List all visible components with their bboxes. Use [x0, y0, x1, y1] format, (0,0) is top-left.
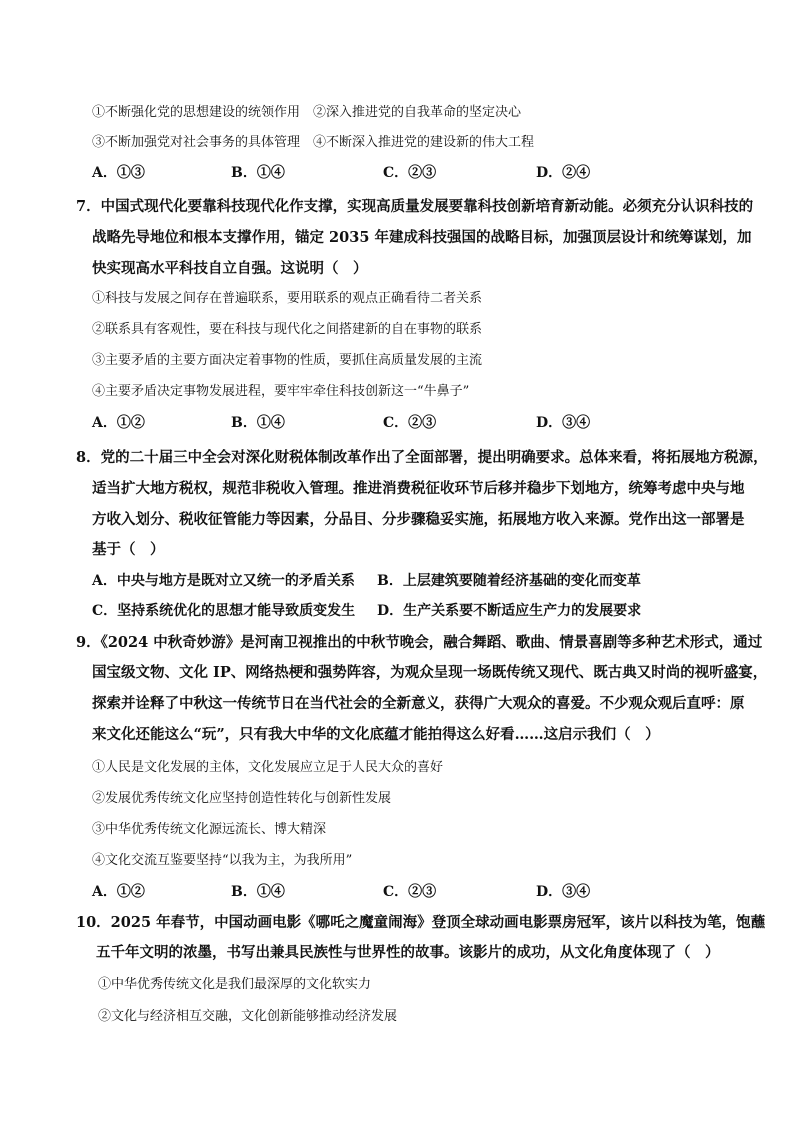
- answer-choice: D．③④: [536, 415, 591, 431]
- option-line: ②发展优秀传统文化应坚持创造性转化与创新性发展: [92, 791, 392, 806]
- answer-choice: A．①③: [92, 165, 145, 181]
- question-8-text: 适当扩大地方税权，规范非税收入管理。推进消费税征收环节后移并稳步下划地方，统筹考虑中央与地: [92, 480, 745, 497]
- option-line: ③主要矛盾的主要方面决定着事物的性质，要抓住高质量发展的主流: [92, 353, 483, 368]
- answer-choices: [92, 604, 712, 620]
- answer-choice: B．①④: [231, 884, 285, 900]
- option-line: ③不断加强党对社会事务的具体管理 ④不断深入推进党的建设新的伟大工程: [92, 135, 535, 150]
- answer-choice: C．②③: [383, 415, 437, 431]
- answer-choice: C．②③: [383, 165, 437, 181]
- option-line: ①人民是文化发展的主体，文化发展应立足于人民大众的喜好: [92, 760, 444, 775]
- answer-choice: B．①④: [231, 165, 285, 181]
- question-9-text: 国宝级文物、文化 IP、网络热梗和强势阵容，为观众呈现一场既传统又现代、既古典又时尚的视听盛宴，: [92, 664, 768, 681]
- answer-choice: A．①②: [92, 884, 145, 900]
- option-line: ①不断强化党的思想建设的统领作用 ②深入推进党的自我革命的坚定决心: [92, 105, 522, 120]
- question-7-text: 7．中国式现代化要靠科技现代化作支撑，实现高质量发展要靠科技创新培育新动能。必须充分认识科技的: [76, 198, 754, 215]
- option-line: ①科技与发展之间存在普遍联系，要用联系的观点正确看待二者关系: [92, 291, 483, 306]
- question-8-text: 基于（ ）: [92, 541, 165, 558]
- answer-choice: D．生产关系要不断适应生产力的发展要求: [377, 603, 642, 619]
- option-line: ②联系具有客观性，要在科技与现代化之间搭建新的自在事物的联系: [92, 322, 483, 337]
- answer-choice: A．①②: [92, 415, 145, 431]
- answer-choices: [92, 574, 712, 590]
- answer-choice: B．上层建筑要随着经济基础的变化而变革: [377, 573, 641, 589]
- answer-choice: C．②③: [383, 884, 437, 900]
- option-line: ②文化与经济相互交融，文化创新能够推动经济发展: [98, 1009, 398, 1024]
- question-10-text: 五千年文明的浓墨，书写出兼具民族性与世界性的故事。该影片的成功，从文化角度体现了（ ）: [96, 944, 720, 961]
- question-7-text: 战略先导地位和根本支撑作用，锚定 2035 年建成科技强国的战略目标，加强顶层设计和统筹谋划，加: [92, 229, 752, 246]
- answer-choice: A．中央与地方是既对立又统一的矛盾关系: [92, 573, 355, 589]
- option-line: ④主要矛盾决定事物发展进程，要牢牢牵住科技创新这一“牛鼻子”: [92, 384, 470, 399]
- question-9-text: 来文化还能这么“玩”，只有我大中华的文化底蕴才能拍得这么好看……这启示我们（ ）: [92, 726, 660, 743]
- question-8-text: 方收入划分、税收征管能力等因素，分品目、分步骤稳妥实施，拓展地方收入来源。党作出这一部署是: [92, 511, 745, 528]
- option-line: ③中华优秀传统文化源远流长、博大精深: [92, 822, 327, 837]
- answer-choice: D．③④: [536, 884, 591, 900]
- question-9-text: 9．《2024 中秋奇妙游》是河南卫视推出的中秋节晚会，融合舞蹈、歌曲、情景喜剧等多种艺术形式，通过: [76, 634, 763, 651]
- question-9-text: 探索并诠释了中秋这一传统节日在当代社会的全新意义，获得广大观众的喜爱。不少观众观后直呼：原: [92, 695, 745, 712]
- answer-choices: [92, 166, 732, 182]
- answer-choice: C．坚持系统优化的思想才能导致质变发生: [92, 603, 356, 619]
- option-line: ①中华优秀传统文化是我们最深厚的文化软实力: [98, 977, 372, 992]
- answer-choices: [92, 885, 732, 901]
- answer-choice: B．①④: [231, 415, 285, 431]
- question-7-text: 快实现高水平科技自立自强。这说明（ ）: [92, 260, 368, 277]
- answer-choices: [92, 416, 732, 432]
- option-line: ④文化交流互鉴要坚持“以我为主，为我所用”: [92, 853, 353, 868]
- answer-choice: D．②④: [536, 165, 591, 181]
- question-8-text: 8．党的二十届三中全会对深化财税体制改革作出了全面部署，提出明确要求。总体来看，将拓展地方税源，: [76, 449, 768, 466]
- question-10-text: 10．2025 年春节，中国动画电影《哪吒之魔童闹海》登顶全球动画电影票房冠军，该片以科技为笔，饱蘸: [76, 914, 766, 931]
